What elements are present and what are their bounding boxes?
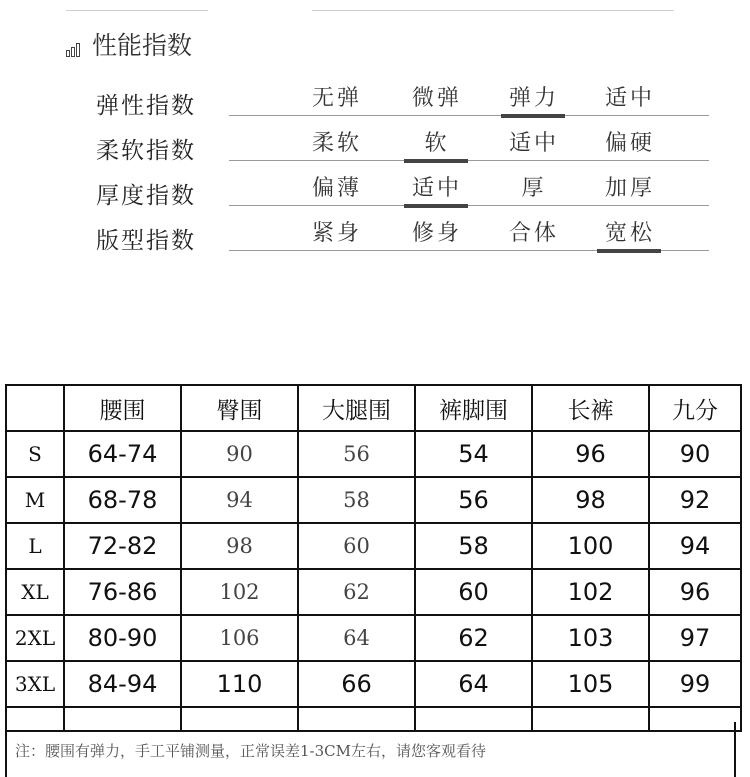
- metric-label: 弹性指数: [96, 93, 196, 119]
- header-corner: [6, 385, 64, 431]
- table-row: [6, 569, 741, 615]
- table-cell: 92: [649, 477, 741, 523]
- table-cell: 97: [649, 615, 741, 661]
- table-cell: 96: [532, 431, 649, 477]
- table-cell: 90: [181, 431, 298, 477]
- table-cell: 106: [181, 615, 298, 661]
- table-cell: 102: [532, 569, 649, 615]
- table-cell: 64-74: [64, 431, 181, 477]
- metric-option: 无弹: [311, 86, 362, 111]
- size-table-header-row: [6, 385, 741, 431]
- table-cell: 90: [649, 431, 741, 477]
- table-cell: 76-86: [64, 569, 181, 615]
- header-waist: 腰围: [64, 385, 181, 431]
- metric-option: 适中: [604, 86, 655, 111]
- performance-section-title: [66, 31, 192, 61]
- note-box: [5, 722, 736, 777]
- metric-option: 紧身: [311, 221, 362, 246]
- table-row: [6, 477, 741, 523]
- size-label-cell: M: [6, 477, 64, 523]
- metric-option-selected: 宽松: [595, 216, 665, 247]
- metric-row: [96, 126, 716, 166]
- table-cell: 102: [181, 569, 298, 615]
- metric-option-selected: 适中: [402, 171, 472, 202]
- metric-option-selected: 弹力: [499, 81, 569, 112]
- size-label-cell: L: [6, 523, 64, 569]
- table-cell: 58: [298, 477, 415, 523]
- metric-baseline: [229, 205, 709, 206]
- table-cell: 56: [298, 431, 415, 477]
- header-ankle-length: 九分: [649, 385, 741, 431]
- table-cell: 64: [298, 615, 415, 661]
- metric-row: [96, 171, 716, 211]
- table-cell: 94: [181, 477, 298, 523]
- metric-option: 修身: [411, 221, 462, 246]
- metric-row: [96, 216, 716, 256]
- size-table: [5, 384, 742, 732]
- metric-option: 加厚: [604, 176, 655, 201]
- table-cell: 98: [181, 523, 298, 569]
- metric-option: 偏薄: [311, 176, 362, 201]
- table-cell: 100: [532, 523, 649, 569]
- table-cell: 96: [649, 569, 741, 615]
- metric-baseline: [229, 160, 709, 161]
- metric-option: 微弹: [411, 86, 462, 111]
- metric-option: 柔软: [311, 131, 362, 156]
- metric-label: 版型指数: [96, 228, 196, 254]
- header-hip: 臀围: [181, 385, 298, 431]
- measurement-note: 注：腰围有弹力，手工平铺测量，正常误差1-3CM左右，请您客观看待: [15, 742, 486, 760]
- size-label-cell: 3XL: [6, 661, 64, 707]
- size-label-cell: XL: [6, 569, 64, 615]
- metric-baseline: [229, 115, 709, 116]
- table-cell: 68-78: [64, 477, 181, 523]
- metric-option-selected: 软: [402, 126, 472, 157]
- table-cell: 56: [415, 477, 532, 523]
- table-cell: 105: [532, 661, 649, 707]
- bar-chart-icon: [66, 41, 86, 57]
- table-cell: 62: [298, 569, 415, 615]
- header-full-length: 长裤: [532, 385, 649, 431]
- table-cell: 64: [415, 661, 532, 707]
- table-row: [6, 431, 741, 477]
- metric-row: [96, 81, 716, 121]
- table-cell: 103: [532, 615, 649, 661]
- table-cell: 58: [415, 523, 532, 569]
- performance-title-text: 性能指数: [92, 31, 193, 60]
- table-cell: 60: [298, 523, 415, 569]
- metric-option: 偏硬: [604, 131, 655, 156]
- table-cell: 62: [415, 615, 532, 661]
- header-leg-opening: 裤脚围: [415, 385, 532, 431]
- metric-option: 适中: [508, 131, 559, 156]
- table-cell: 110: [181, 661, 298, 707]
- table-cell: 60: [415, 569, 532, 615]
- table-row: [6, 661, 741, 707]
- table-cell: 99: [649, 661, 741, 707]
- table-cell: 98: [532, 477, 649, 523]
- table-cell: 72-82: [64, 523, 181, 569]
- metric-option: 厚: [521, 176, 547, 201]
- metric-option: 合体: [508, 221, 559, 246]
- table-row: [6, 523, 741, 569]
- metric-label: 柔软指数: [96, 138, 196, 164]
- table-cell: 84-94: [64, 661, 181, 707]
- table-cell: 54: [415, 431, 532, 477]
- size-label-cell: S: [6, 431, 64, 477]
- metric-label: 厚度指数: [96, 183, 196, 209]
- header-thigh: 大腿围: [298, 385, 415, 431]
- top-divider-right: [312, 10, 674, 11]
- top-divider-left: [66, 10, 208, 11]
- table-cell: 66: [298, 661, 415, 707]
- table-cell: 94: [649, 523, 741, 569]
- table-cell: 80-90: [64, 615, 181, 661]
- table-row: [6, 615, 741, 661]
- size-label-cell: 2XL: [6, 615, 64, 661]
